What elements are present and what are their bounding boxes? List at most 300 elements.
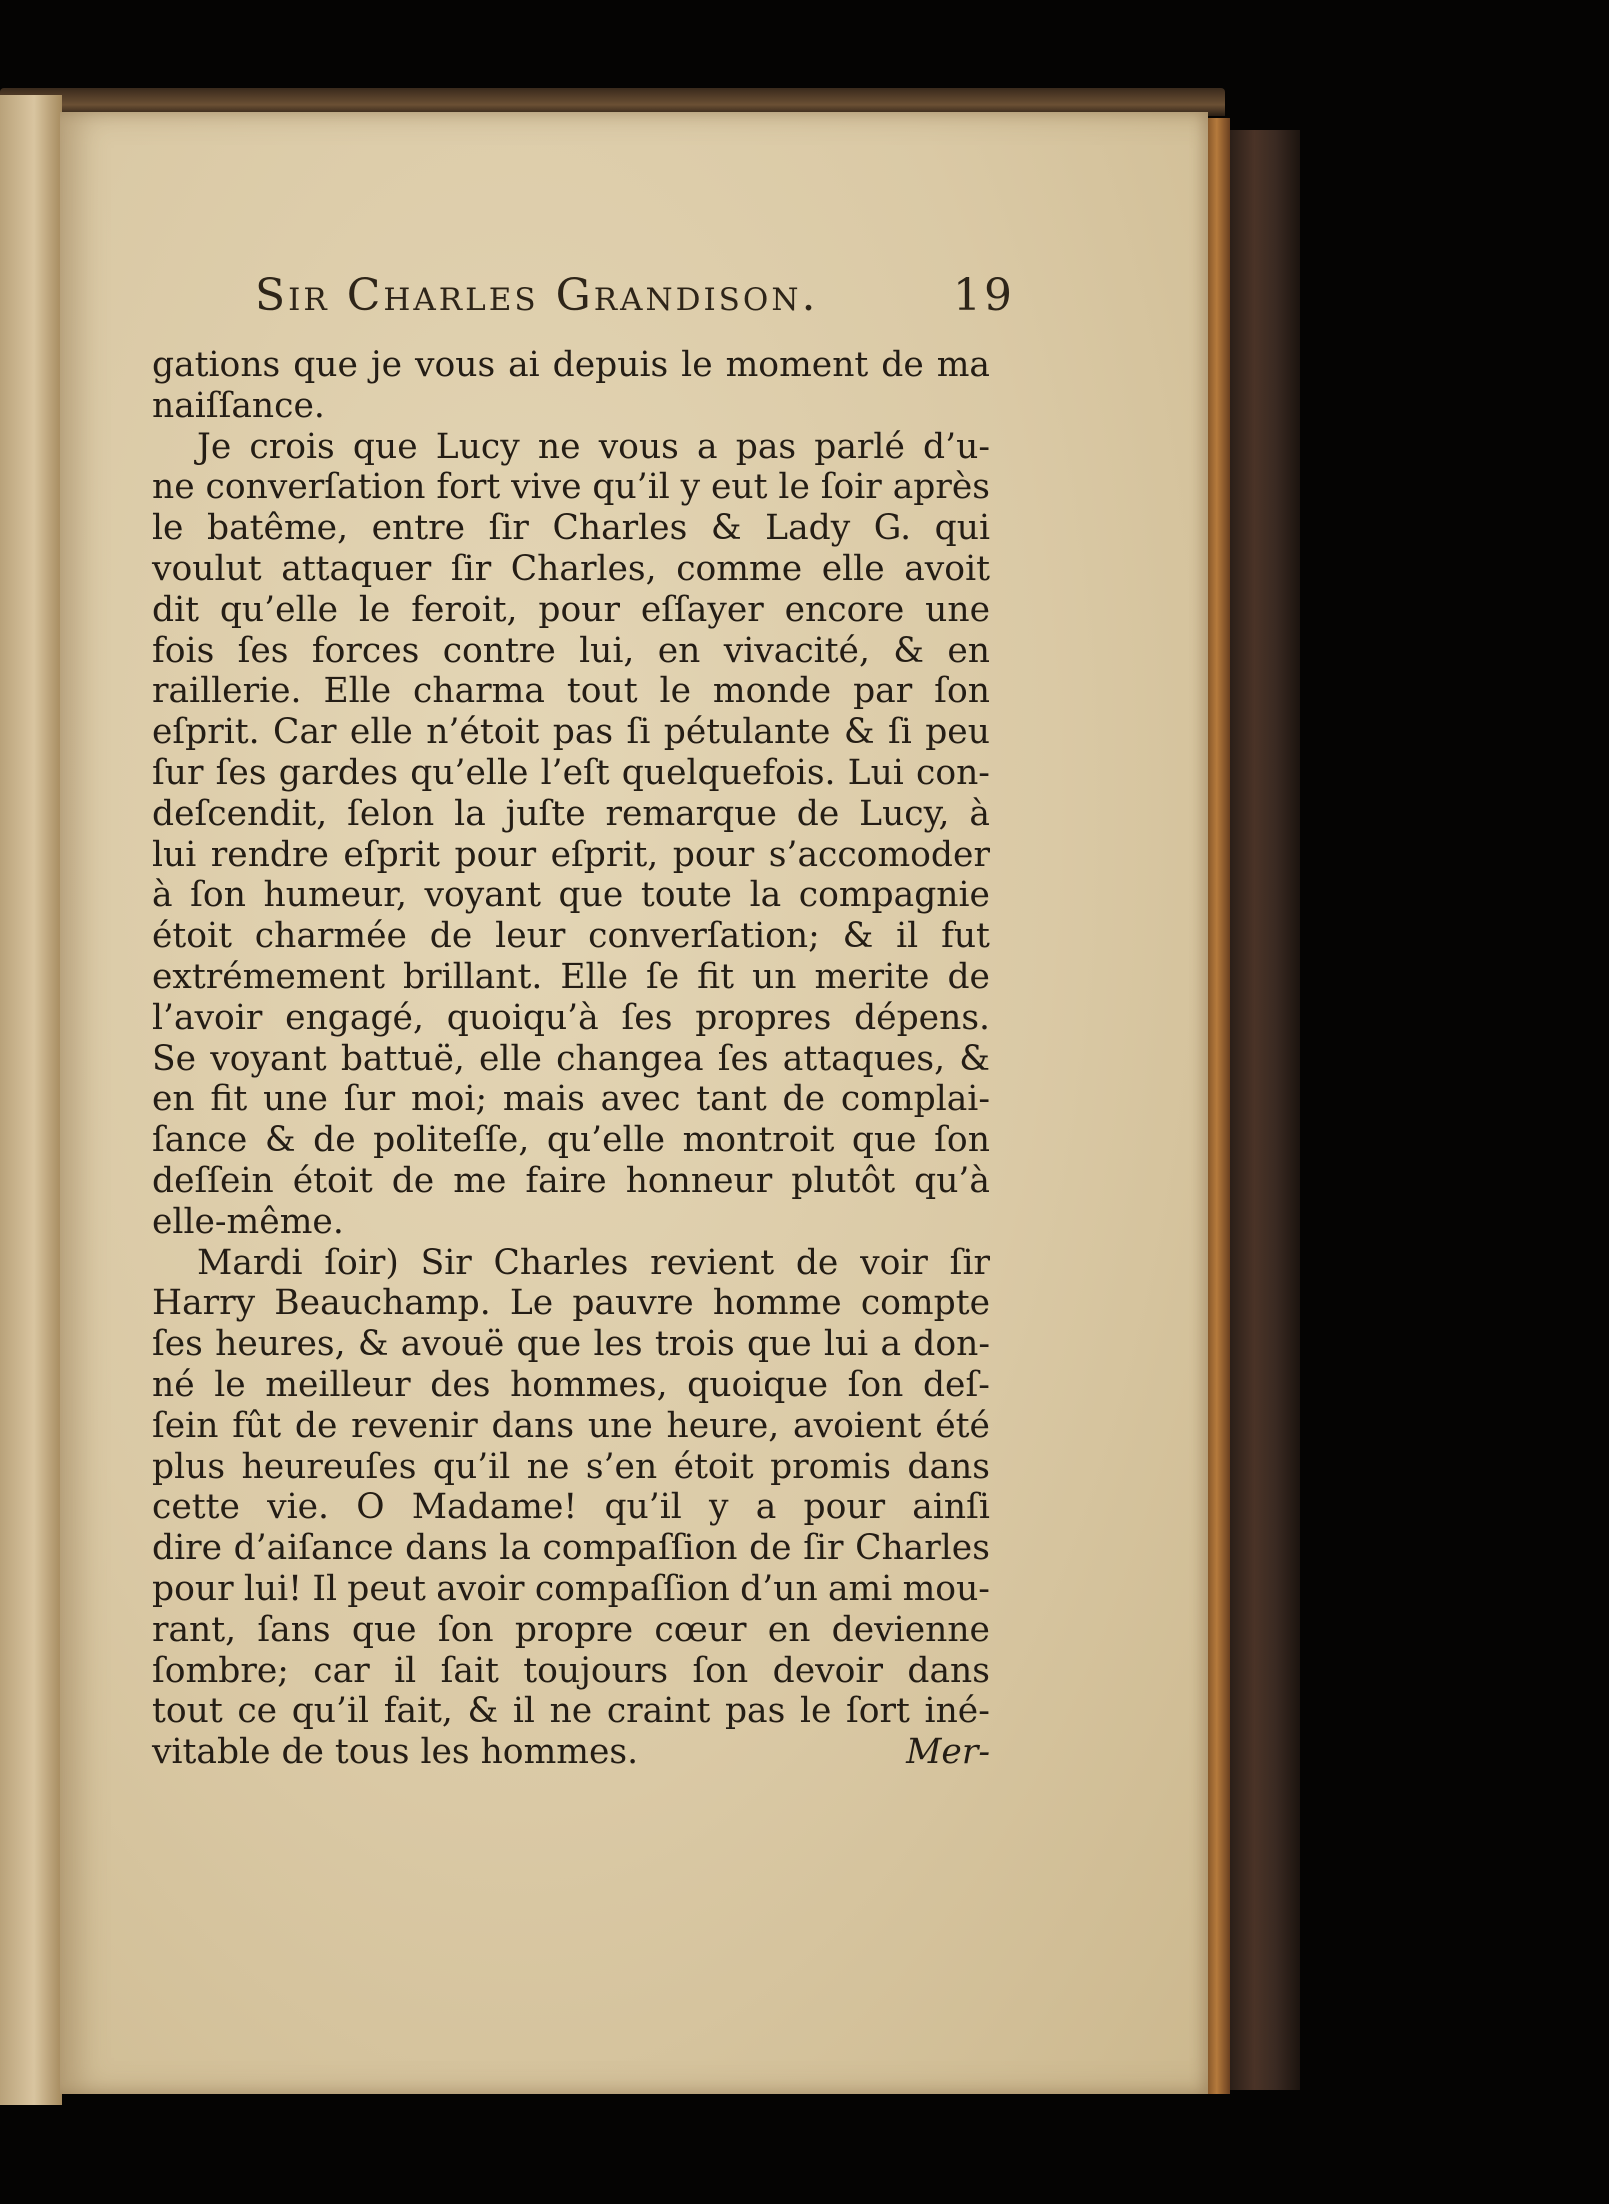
- word: heure,: [666, 1405, 780, 1446]
- word: que: [293, 345, 358, 385]
- word: lui!: [243, 1568, 303, 1609]
- text-line: [152, 916, 990, 957]
- word: comme: [676, 548, 803, 589]
- page-block-edge: [1208, 118, 1230, 2094]
- word: forces: [311, 630, 420, 671]
- word: ſir: [949, 1242, 990, 1283]
- word: été: [935, 1405, 990, 1446]
- word: de: [947, 956, 990, 997]
- word: Lady: [765, 508, 851, 549]
- word: de: [294, 1405, 338, 1446]
- word: dans: [907, 1446, 990, 1487]
- word: de: [313, 1120, 356, 1161]
- word: converſation: [205, 467, 426, 508]
- word: ſoir): [324, 1242, 399, 1283]
- word: don-: [913, 1324, 990, 1365]
- text-line: [152, 1324, 990, 1365]
- word: juſte: [505, 793, 586, 834]
- word: fort: [436, 467, 501, 508]
- word: deſ-: [922, 1364, 990, 1405]
- word: Charles: [855, 1528, 990, 1569]
- word: que: [351, 1609, 417, 1650]
- catchword: Mer-: [906, 1732, 990, 1773]
- text-line: [152, 1243, 990, 1284]
- word: ſon: [437, 1609, 494, 1650]
- text-line: [152, 794, 990, 835]
- word: ſur: [343, 1079, 396, 1120]
- word: ſait: [440, 1650, 499, 1691]
- word: Le: [509, 1283, 554, 1324]
- word: ne: [549, 1691, 593, 1732]
- word: de: [782, 1079, 826, 1120]
- word: crois: [249, 426, 335, 467]
- word: qu’elle: [410, 752, 529, 793]
- word: brillant.: [403, 956, 543, 997]
- word: une: [587, 1405, 653, 1446]
- word: ſort: [846, 1691, 910, 1732]
- text-line: naiſſance.: [152, 385, 325, 426]
- word: propres: [695, 997, 832, 1038]
- word: ſon: [934, 1120, 990, 1161]
- word: après: [892, 467, 990, 508]
- word: cœur: [654, 1609, 747, 1650]
- word: fût: [232, 1405, 282, 1446]
- word: eut: [711, 467, 768, 508]
- text-line: [152, 1447, 990, 1488]
- word: a: [880, 1324, 902, 1365]
- word: une: [925, 589, 990, 630]
- word: politeſſe,: [373, 1120, 530, 1161]
- word: depuis: [552, 345, 669, 385]
- word: vous: [414, 345, 496, 385]
- word: dans: [405, 1528, 488, 1569]
- word: remarque: [605, 793, 777, 834]
- word: Beauchamp.: [274, 1283, 491, 1324]
- word: plus: [152, 1446, 226, 1487]
- word: battuë,: [340, 1038, 465, 1079]
- word: a: [755, 1487, 777, 1528]
- word: ſes: [717, 1038, 769, 1079]
- word: le: [214, 1364, 246, 1405]
- word: Lucy,: [859, 793, 950, 834]
- word: Madame!: [411, 1487, 578, 1528]
- word: la: [499, 1528, 531, 1569]
- text-line: [152, 549, 990, 590]
- body-text: [152, 345, 990, 1773]
- word: Elle: [560, 956, 628, 997]
- word: en: [657, 630, 701, 671]
- running-header: [255, 270, 1015, 330]
- word: Sir: [420, 1242, 472, 1283]
- word: ne: [526, 1446, 570, 1487]
- word: en: [152, 1079, 195, 1120]
- word: ce: [237, 1691, 278, 1732]
- word: revient: [650, 1242, 775, 1283]
- word: vous: [598, 426, 679, 467]
- word: faire: [525, 1160, 607, 1201]
- word: moi;: [410, 1079, 488, 1120]
- word: ma: [936, 345, 990, 385]
- word: car: [313, 1650, 370, 1691]
- word: toujours: [523, 1650, 669, 1691]
- word: étoit: [152, 916, 232, 957]
- word: Elle: [323, 671, 392, 712]
- word: pétulante: [663, 712, 831, 753]
- word: ſon: [692, 1650, 749, 1691]
- word: ſombre;: [152, 1650, 289, 1691]
- word: peu: [925, 712, 990, 753]
- text-line: [152, 590, 990, 631]
- text-line: elle-même.: [152, 1201, 344, 1242]
- word: gations: [152, 345, 281, 385]
- word: tant: [696, 1079, 767, 1120]
- word: rant,: [152, 1609, 237, 1650]
- word: dit: [152, 589, 199, 630]
- word: le: [659, 671, 691, 712]
- word: complai-: [840, 1079, 990, 1120]
- word: honneur: [625, 1160, 773, 1201]
- word: il: [896, 916, 919, 957]
- word: ſes: [215, 752, 267, 793]
- word: que: [352, 426, 418, 467]
- word: humeur,: [263, 875, 407, 916]
- word: compte: [860, 1283, 990, 1324]
- word: de: [796, 793, 840, 834]
- text-line: [152, 1079, 990, 1120]
- word: montroit: [682, 1120, 835, 1161]
- word: con-: [916, 752, 990, 793]
- word: de: [749, 1528, 792, 1569]
- word: Il: [312, 1568, 337, 1609]
- text-line: [152, 712, 990, 753]
- word: attaquer: [281, 548, 432, 589]
- word: il: [394, 1650, 417, 1691]
- leather-cover: [1230, 130, 1300, 2090]
- word: elle: [349, 712, 413, 753]
- word: ainſi: [912, 1487, 990, 1528]
- word: qui: [934, 508, 990, 549]
- word: tout: [152, 1691, 223, 1732]
- text-line: [152, 957, 990, 998]
- word: pour: [454, 834, 537, 875]
- word: qu’il: [592, 467, 670, 508]
- word: eſprit,: [550, 834, 659, 875]
- word: engagé,: [285, 997, 424, 1038]
- text-line: [152, 345, 990, 386]
- word: lui: [152, 834, 197, 875]
- text-line: vitable de tous les hommes. Mer-: [152, 1732, 990, 1773]
- word: il: [512, 1691, 535, 1732]
- word: iné-: [924, 1691, 990, 1732]
- word: avoir: [436, 1568, 525, 1609]
- word: toute: [640, 875, 732, 916]
- word: &: [357, 1324, 389, 1365]
- word: ami: [827, 1568, 893, 1609]
- word: le: [358, 589, 391, 630]
- word: que: [558, 875, 624, 916]
- word: elle: [479, 1038, 542, 1079]
- word: Je: [197, 426, 232, 467]
- word: charmée: [254, 916, 407, 957]
- word: craint: [606, 1691, 711, 1732]
- word: en: [947, 630, 990, 671]
- word: l’avoir: [152, 997, 263, 1038]
- word: que: [851, 1120, 917, 1161]
- word: je: [370, 345, 403, 385]
- word: voir: [860, 1242, 928, 1283]
- text-line: [152, 1161, 990, 1202]
- word: Charles: [552, 508, 688, 549]
- word: y: [680, 467, 701, 508]
- word: extrémement: [152, 956, 385, 997]
- word: revenir: [351, 1405, 478, 1446]
- word: homme: [712, 1283, 842, 1324]
- word: elle: [821, 548, 885, 589]
- word: dans: [491, 1405, 575, 1446]
- word: d’u-: [923, 426, 990, 467]
- word: compaſſion: [542, 1528, 738, 1569]
- word: le: [152, 508, 184, 549]
- word: trois: [654, 1324, 735, 1365]
- text-line: [152, 427, 990, 468]
- word: heureuſes: [241, 1446, 417, 1487]
- word: ſi: [626, 712, 651, 753]
- word: quoiqu’à: [446, 997, 599, 1038]
- word: Lui: [847, 752, 904, 793]
- word: merite: [814, 956, 930, 997]
- word: plutôt: [791, 1160, 896, 1201]
- word: feroit,: [411, 589, 518, 630]
- word: pas: [552, 712, 614, 753]
- word: deſſein: [152, 1160, 274, 1201]
- word: ſans: [257, 1609, 331, 1650]
- word: de: [795, 1242, 839, 1283]
- word: qu’il: [604, 1487, 682, 1528]
- word: de: [881, 345, 924, 385]
- word: les: [593, 1324, 643, 1365]
- word: dépens.: [854, 997, 990, 1038]
- word: qu’il: [291, 1691, 370, 1732]
- word: vie.: [267, 1487, 330, 1528]
- word: de: [429, 916, 473, 957]
- word: Car: [273, 712, 337, 753]
- word: rendre: [210, 834, 329, 875]
- word: une: [263, 1079, 328, 1120]
- word: par: [853, 671, 913, 712]
- word: deſcendit,: [152, 793, 328, 834]
- word: étoit: [673, 1446, 754, 1487]
- word: ſance: [152, 1120, 248, 1161]
- word: compaſſion: [534, 1568, 730, 1609]
- word: Lucy: [435, 426, 520, 467]
- word: moment: [725, 345, 869, 385]
- word: pour: [803, 1487, 886, 1528]
- word: &: [467, 1691, 499, 1732]
- page-number: 19: [953, 270, 1015, 321]
- word: peut: [347, 1568, 426, 1609]
- word: fut: [941, 916, 990, 957]
- word: ſon: [934, 671, 990, 712]
- word: parlé: [814, 426, 905, 467]
- word: vive: [511, 467, 582, 508]
- word: Mardi: [197, 1242, 303, 1283]
- word: devoir: [772, 1650, 883, 1691]
- text-line: [152, 998, 990, 1039]
- word: vivacité,: [723, 630, 870, 671]
- word: batême,: [207, 508, 349, 549]
- word: &: [264, 1120, 296, 1161]
- word: &: [843, 712, 875, 753]
- word: changea: [556, 1038, 704, 1079]
- word: ai: [508, 345, 540, 385]
- word: leur: [495, 916, 566, 957]
- word: voyant: [210, 1038, 327, 1079]
- word: mou-: [902, 1568, 990, 1609]
- word: ſelon: [347, 793, 435, 834]
- word: Charles: [493, 1242, 629, 1283]
- facing-page-edge: [0, 95, 62, 2105]
- word: pour: [152, 1568, 234, 1609]
- word: ſir: [450, 548, 492, 589]
- word: gardes: [278, 752, 399, 793]
- word: &: [959, 1038, 990, 1079]
- word: la: [454, 793, 486, 834]
- text-line: [152, 835, 990, 876]
- word: ſe: [645, 956, 680, 997]
- word: propre: [514, 1609, 634, 1650]
- word: quoique: [687, 1364, 829, 1405]
- word: pas: [735, 426, 797, 467]
- word: hommes,: [510, 1364, 668, 1405]
- word: s’accomoder: [768, 834, 990, 875]
- text-line: [152, 1569, 990, 1610]
- word: d’aiſance: [233, 1528, 394, 1569]
- word: ſes: [237, 630, 289, 671]
- word: voyant: [424, 875, 541, 916]
- word: d’un: [740, 1568, 818, 1609]
- word: à: [969, 793, 990, 834]
- word: avoit: [904, 548, 990, 589]
- word: l’eſt: [540, 752, 610, 793]
- text-line: [152, 753, 990, 794]
- word: le: [778, 467, 810, 508]
- word: dans: [907, 1650, 990, 1691]
- word: &: [842, 916, 874, 957]
- word: étoit: [292, 1160, 373, 1201]
- word: ſoir: [820, 467, 882, 508]
- word: cette: [152, 1487, 240, 1528]
- word: avec: [600, 1079, 681, 1120]
- word: le: [681, 345, 713, 385]
- word: le: [799, 1691, 832, 1732]
- word: ſir: [803, 1528, 844, 1569]
- text-line: [152, 1365, 990, 1406]
- word: ſi: [888, 712, 912, 753]
- word: contre: [442, 630, 556, 671]
- word: promis: [770, 1446, 891, 1487]
- word: qu’il: [432, 1446, 511, 1487]
- word: attaques,: [782, 1038, 946, 1079]
- word: la: [749, 875, 782, 916]
- word: eſprit: [343, 834, 441, 875]
- word: ſes: [621, 997, 673, 1038]
- text-line: [152, 1039, 990, 1080]
- text-line: [152, 1610, 990, 1651]
- word: que: [746, 1324, 812, 1365]
- word: avouë: [400, 1324, 505, 1365]
- word: avoient: [793, 1405, 922, 1446]
- word: &: [710, 508, 742, 549]
- word: dire: [152, 1528, 223, 1569]
- word: raillerie.: [152, 671, 302, 712]
- word: eſſayer: [640, 589, 764, 630]
- text-line: [152, 1528, 990, 1569]
- word: qu’à: [914, 1160, 990, 1201]
- word: G.: [873, 508, 912, 549]
- word: mais: [502, 1079, 585, 1120]
- word: ſir: [488, 508, 529, 549]
- word: monde: [712, 671, 832, 712]
- text-line: [152, 1283, 990, 1324]
- text-line: [152, 508, 990, 549]
- word: pour: [672, 834, 755, 875]
- word: me: [453, 1160, 507, 1201]
- word: lui,: [579, 630, 635, 671]
- word: Charles,: [510, 548, 657, 589]
- word: en: [767, 1609, 811, 1650]
- word: devienne: [831, 1609, 990, 1650]
- word: ne: [537, 426, 581, 467]
- word: ſein: [152, 1405, 219, 1446]
- running-title: Sir Charles Grandison.: [255, 270, 819, 321]
- word: tout: [566, 671, 638, 712]
- word: de: [391, 1160, 435, 1201]
- word: fait,: [383, 1691, 453, 1732]
- word: pas: [724, 1691, 786, 1732]
- word: voulut: [152, 548, 262, 589]
- word: qu’elle: [546, 1120, 666, 1161]
- word: pour: [538, 589, 620, 630]
- text-line: [152, 1691, 990, 1732]
- text-line: [152, 1406, 990, 1447]
- word: qu’elle: [219, 589, 339, 630]
- word: des: [430, 1364, 491, 1405]
- word: né: [152, 1364, 195, 1405]
- word: &: [893, 630, 924, 671]
- word: fit: [697, 956, 735, 997]
- word: que: [516, 1324, 582, 1365]
- text-line: [152, 631, 990, 672]
- word: ne: [152, 467, 195, 508]
- word: y: [709, 1487, 729, 1528]
- text-line: [152, 875, 990, 916]
- text-line: [152, 671, 990, 712]
- word: meilleur: [265, 1364, 411, 1405]
- word: s’en: [585, 1446, 658, 1487]
- word: Harry: [152, 1283, 256, 1324]
- word: fit: [210, 1079, 248, 1120]
- text-line: [152, 1120, 990, 1161]
- word: ſur: [152, 752, 204, 793]
- word: encore: [784, 589, 905, 630]
- word: heures,: [215, 1324, 346, 1365]
- word: eſprit.: [152, 712, 260, 753]
- word: ſon: [190, 875, 246, 916]
- text-line: [152, 1487, 990, 1528]
- word: O: [356, 1487, 385, 1528]
- word: quelquefois.: [621, 752, 836, 793]
- text-line: [152, 467, 990, 508]
